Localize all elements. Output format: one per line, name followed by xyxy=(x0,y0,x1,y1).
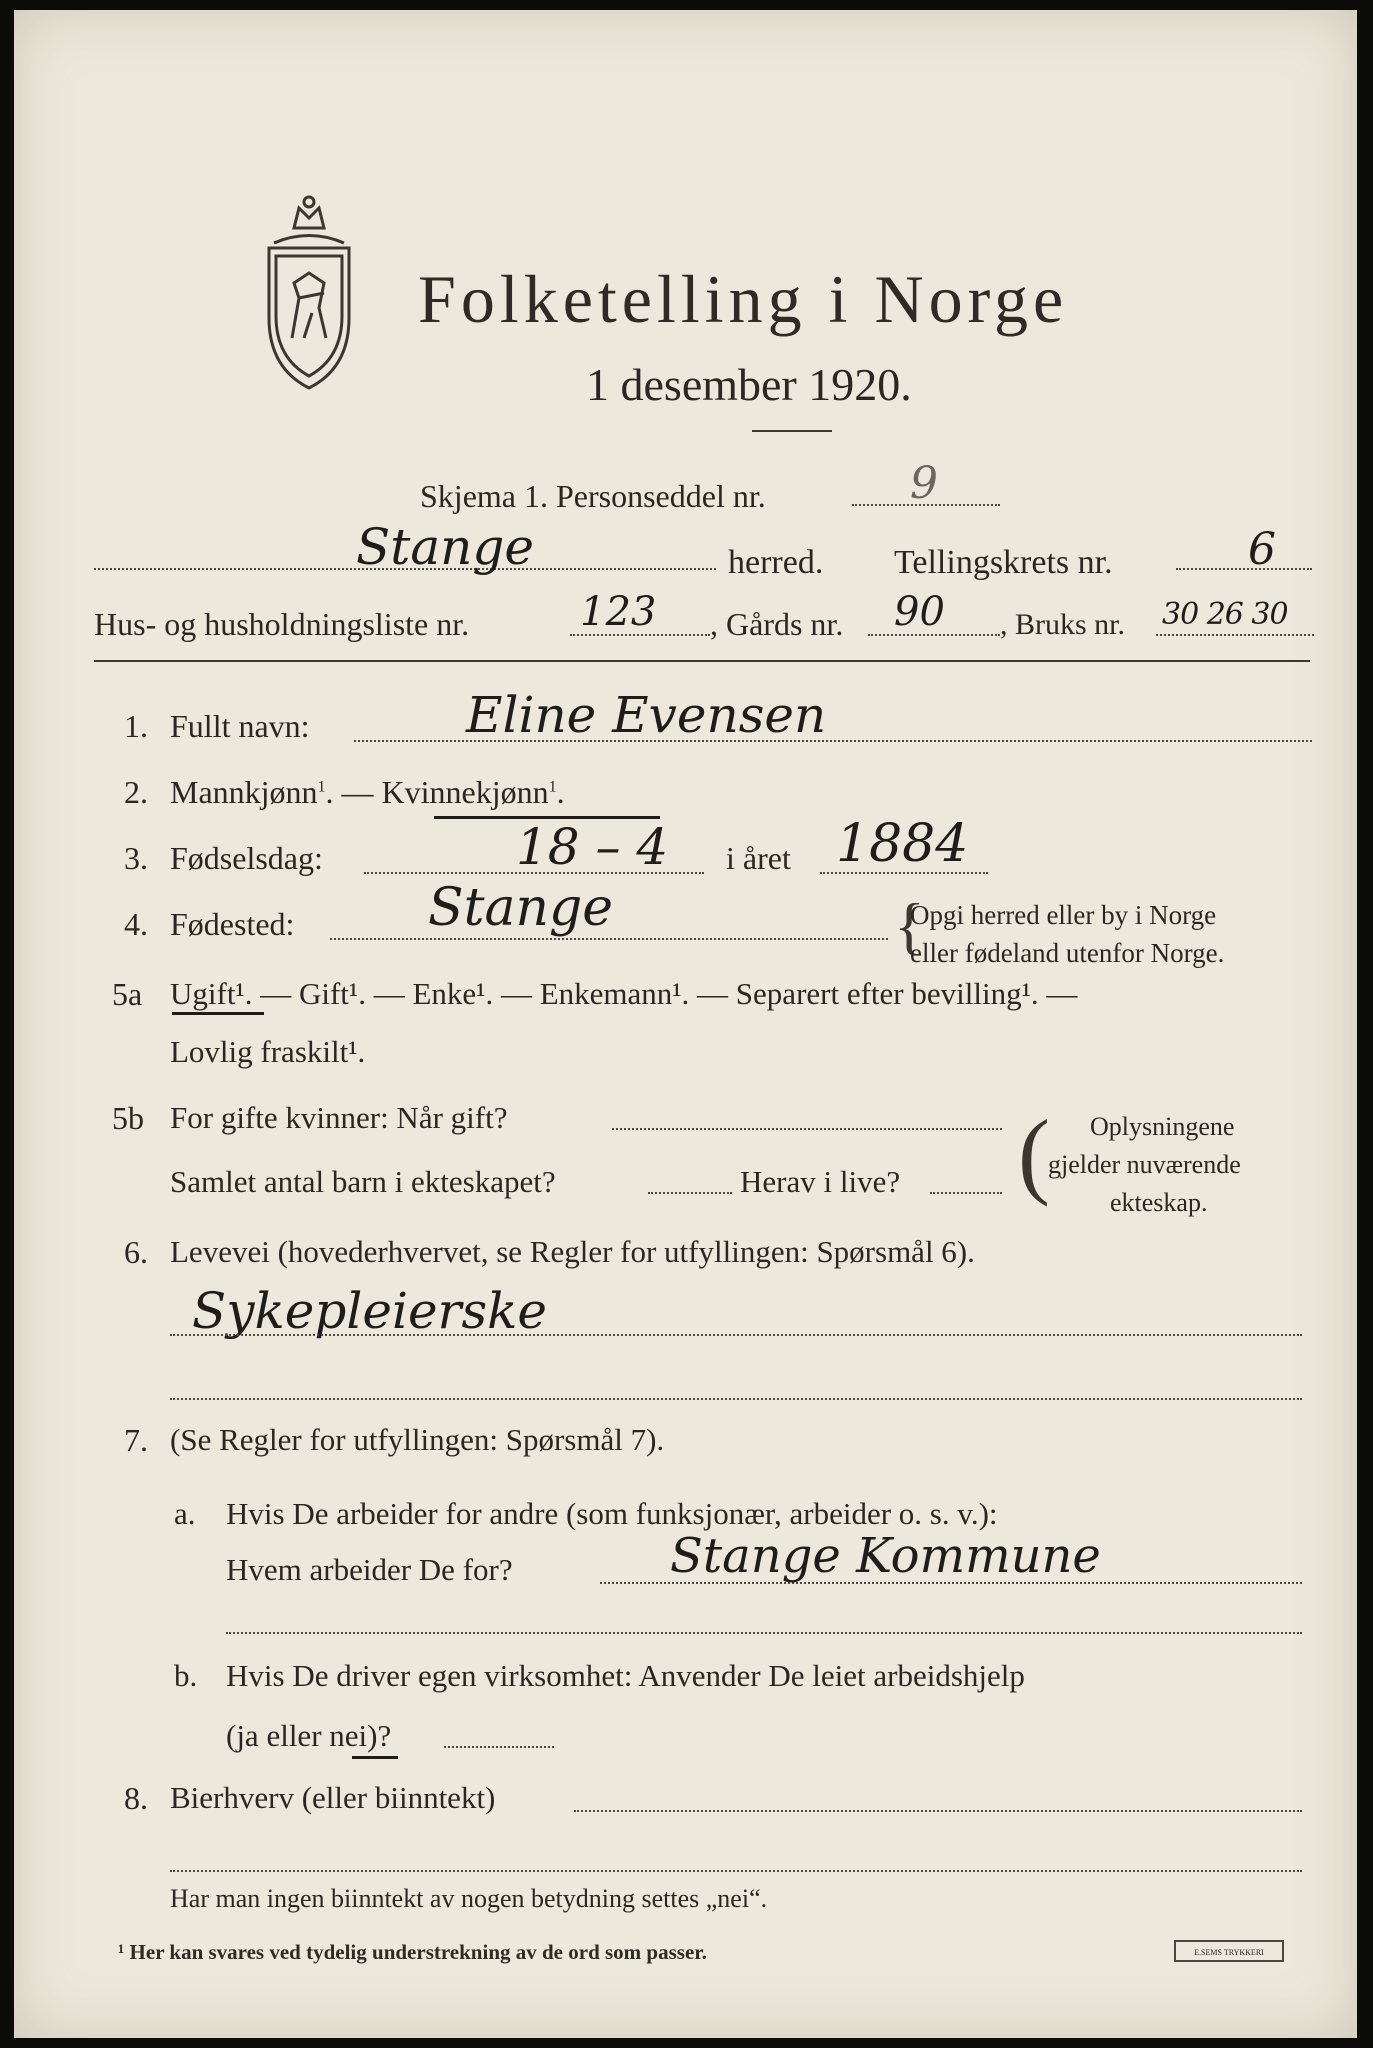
q7-num: 7. xyxy=(124,1422,148,1458)
bruks-nr: 30 26 30 xyxy=(1162,597,1288,632)
occupation: Sykepleierske xyxy=(192,1282,548,1340)
employer-line2[interactable] xyxy=(226,1632,1302,1634)
q5b-line2b: Herav i live? xyxy=(740,1164,901,1199)
q6-line1[interactable] xyxy=(170,1334,1302,1336)
tellingskrets-nr: 6 xyxy=(1248,524,1276,575)
bruks-line[interactable] xyxy=(1156,634,1314,636)
children-line[interactable] xyxy=(648,1192,732,1194)
birth-place: Stange xyxy=(428,878,614,938)
printer-stamp xyxy=(1174,1940,1284,1962)
q3-mid: i året xyxy=(726,840,791,876)
q5b-line1: For gifte kvinner: Når gift? xyxy=(170,1100,508,1135)
birth-date: 18 – 4 xyxy=(516,818,669,876)
q8-label: Bierhverv (eller biinntekt) xyxy=(170,1780,496,1815)
form-title: Folketelling i Norge xyxy=(418,261,1069,337)
title-divider xyxy=(752,430,832,432)
q7b-line[interactable] xyxy=(444,1746,554,1748)
employer: Stange Kommune xyxy=(670,1528,1101,1584)
q7a-num: a. xyxy=(174,1496,196,1531)
skjema-label: Skjema 1. Personseddel nr. xyxy=(420,478,766,514)
q1-label: Fullt navn: xyxy=(170,708,310,744)
bruks-label: , Bruks nr. xyxy=(1000,608,1126,641)
q7b-line2: (ja eller nei)? xyxy=(226,1718,392,1753)
female-option[interactable]: Kvinnekjønn xyxy=(381,774,549,810)
census-form xyxy=(14,10,1357,2038)
q7b-line1: Hvis De driver egen virksomhet: Anvender De leiet arbeidshjelp xyxy=(226,1658,1025,1693)
q8-line2[interactable] xyxy=(170,1870,1302,1872)
q7-label: (Se Regler for utfyllingen: Spørsmål 7). xyxy=(170,1422,665,1457)
q5b-num: 5b xyxy=(112,1100,144,1136)
q2-text: Mannkjønn$^1$. — Kvinnekjønn$^1$. xyxy=(170,774,565,810)
q7b-num: b. xyxy=(174,1658,198,1693)
q5b-brace: ( xyxy=(1018,1100,1050,1207)
q5a-line2[interactable]: Lovlig fraskilt¹. xyxy=(170,1034,366,1069)
marital-options[interactable]: Ugift¹. — Gift¹. — Enke¹. — Enkemann¹. — Separert efter bevilling¹. — xyxy=(170,976,1078,1011)
birth-year: 1884 xyxy=(836,814,969,874)
q4-note-2: eller fødeland utenfor Norge. xyxy=(910,938,1225,968)
q3-num: 3. xyxy=(124,840,148,876)
gards-label: , Gårds nr. xyxy=(710,606,844,642)
q4-num: 4. xyxy=(124,906,148,942)
q4-label: Fødested: xyxy=(170,906,295,942)
header-divider xyxy=(94,660,1310,662)
q2-num: 2. xyxy=(124,774,148,810)
footnote: ¹ Her kan svares ved tydelig understrekning av de ord som passer. xyxy=(118,1940,707,1964)
census-date: 1 desember 1920. xyxy=(586,359,912,410)
q8-num: 8. xyxy=(124,1780,148,1816)
q2-sup-b: 1 xyxy=(548,778,557,796)
q4-note-1: Opgi herred eller by i Norge xyxy=(910,900,1217,930)
q3-label: Fødselsdag: xyxy=(170,840,323,876)
tellingskrets-line[interactable] xyxy=(1176,568,1312,570)
q2-sep: . — xyxy=(325,774,382,810)
q5b-note-3: ekteskap. xyxy=(1110,1188,1208,1217)
married-date-line[interactable] xyxy=(612,1128,1002,1130)
q6-label: Levevei (hovederhvervet, se Regler for utfyllingen: Spørsmål 6). xyxy=(170,1234,975,1269)
q8-note: Har man ingen biinntekt av nogen betydning settes „nei“. xyxy=(170,1884,768,1913)
q5b-note-1: Oplysningene xyxy=(1090,1112,1235,1141)
q4-line[interactable] xyxy=(330,938,888,940)
tellingskrets-label: Tellingskrets nr. xyxy=(894,544,1113,581)
printer-stamp-text: E.SEMS TRYKKERI xyxy=(1194,1948,1264,1957)
personseddel-nr: 9 xyxy=(910,458,938,509)
herred-label: herred. xyxy=(728,544,824,581)
q5b-line2a: Samlet antal barn i ekteskapet? xyxy=(170,1164,556,1199)
q1-num: 1. xyxy=(124,708,148,744)
coat-of-arms-icon xyxy=(254,188,364,398)
male-option[interactable]: Mannkjønn xyxy=(170,774,318,810)
q7a-line2: Hvem arbeider De for? xyxy=(226,1552,513,1587)
full-name: Eline Evensen xyxy=(466,686,827,744)
hus-label: Hus- og husholdningsliste nr. xyxy=(94,606,470,642)
gards-nr: 90 xyxy=(894,589,945,635)
q8-line[interactable] xyxy=(574,1810,1302,1812)
ugift-underline xyxy=(172,1012,264,1015)
herred-value: Stange xyxy=(356,518,534,576)
nei-underline xyxy=(352,1756,398,1759)
alive-line[interactable] xyxy=(930,1192,1002,1194)
q5b-note-2: gjelder nuværende xyxy=(1048,1150,1241,1179)
q4-brace: { xyxy=(894,890,925,961)
q2-sup-a: 1 xyxy=(317,778,326,796)
q6-num: 6. xyxy=(124,1234,148,1270)
q7a-line1: Hvis De arbeider for andre (som funksjonær, arbeider o. s. v.): xyxy=(226,1496,998,1531)
hus-nr: 123 xyxy=(580,589,657,635)
q6-line2[interactable] xyxy=(170,1398,1302,1400)
q5a-num: 5a xyxy=(112,976,143,1012)
